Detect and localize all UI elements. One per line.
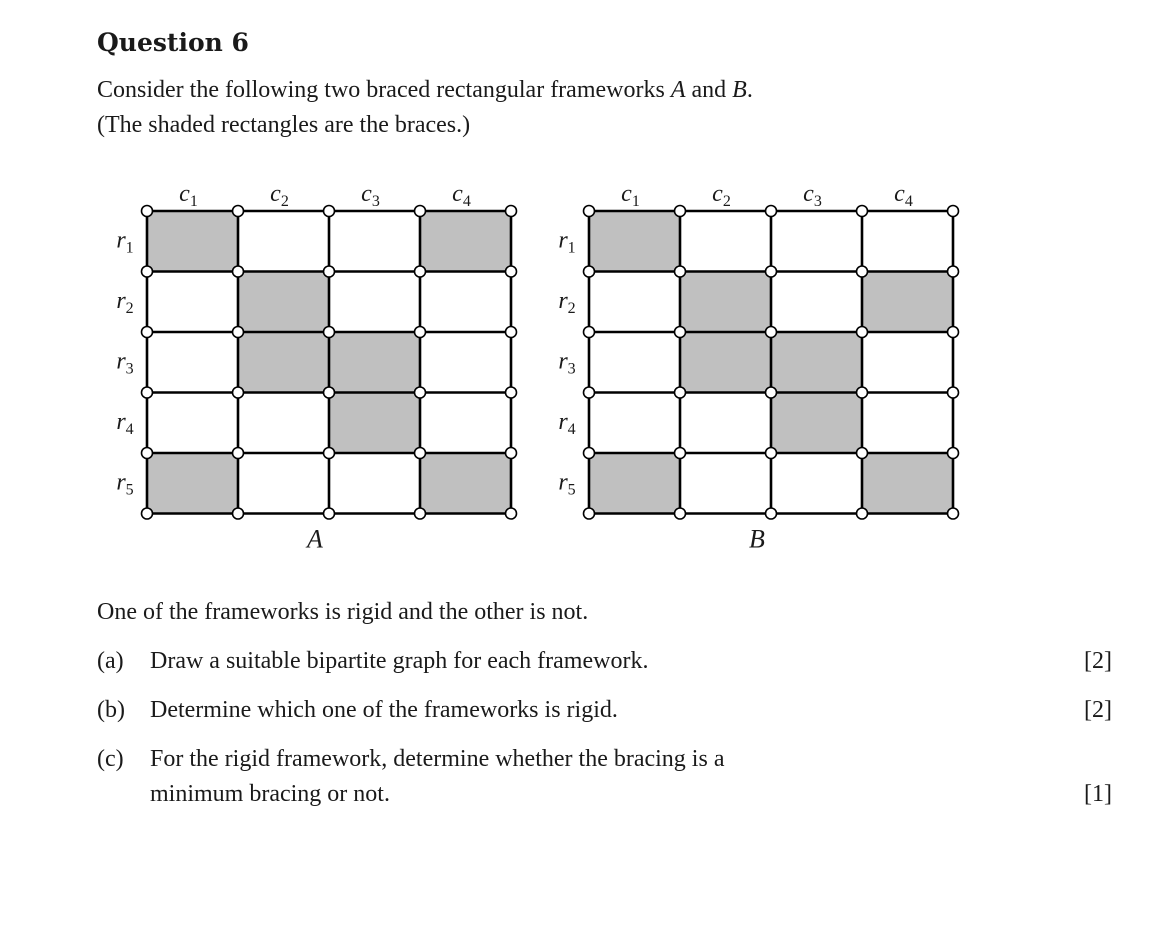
joint-b-3-0 [584,387,595,398]
part-b-marks: [2] [1084,697,1112,723]
part-c-text-line1: For the rigid framework, determine whether the bracing is a [150,746,725,772]
brace-b-r5-c1 [589,453,680,514]
brace-b-r4-c3 [771,393,862,454]
joint-b-1-3 [857,266,868,277]
joint-b-1-4 [948,266,959,277]
framework-label-b-inline: B [732,77,747,103]
joint-a-5-0 [142,508,153,519]
brace-a-r3-c3 [329,332,420,393]
joint-a-1-1 [233,266,244,277]
rigidity-statement: One of the frameworks is rigid and the other is not. [97,599,589,625]
column-label-b-c4: $c_4$ [894,181,913,210]
joint-b-5-1 [675,508,686,519]
joint-a-0-1 [233,206,244,217]
joint-b-3-1 [675,387,686,398]
joint-b-5-0 [584,508,595,519]
intro-text-pre: Consider the following two braced rectangular frameworks [97,77,671,103]
brace-b-r2-c2 [680,272,771,333]
brace-a-r3-c2 [238,332,329,393]
joint-a-5-3 [415,508,426,519]
brace-b-r5-c4 [862,453,953,514]
joint-a-3-4 [506,387,517,398]
joint-a-4-1 [233,448,244,459]
row-label-a-r1: $r_1$ [116,227,134,257]
part-c-marks: [1] [1084,781,1112,807]
intro-text-mid: and [685,77,733,103]
brace-a-r4-c3 [329,393,420,454]
joint-a-0-3 [415,206,426,217]
joint-a-2-1 [233,327,244,338]
joint-b-2-1 [675,327,686,338]
row-label-a-r4: $r_4$ [116,408,134,438]
joint-a-2-3 [415,327,426,338]
joint-a-4-2 [324,448,335,459]
joint-b-5-3 [857,508,868,519]
joint-b-0-3 [857,206,868,217]
joint-b-2-4 [948,327,959,338]
joint-b-0-1 [675,206,686,217]
joint-b-4-0 [584,448,595,459]
joint-b-4-3 [857,448,868,459]
joint-b-4-4 [948,448,959,459]
column-label-a-c4: $c_4$ [452,181,471,210]
joint-b-2-2 [766,327,777,338]
joint-a-0-2 [324,206,335,217]
part-c [97,746,724,773]
intro-line-2: (The shaded rectangles are the braces.) [97,112,471,138]
part-a [97,648,648,675]
joint-a-3-2 [324,387,335,398]
framework-label-b: B [749,524,765,554]
column-label-b-c1: $c_1$ [621,181,640,210]
joint-a-4-3 [415,448,426,459]
joint-a-0-4 [506,206,517,217]
part-a-label: (a) [97,648,124,674]
joint-a-0-0 [142,206,153,217]
row-label-a-r5: $r_5$ [116,469,134,499]
column-label-a-c2: $c_2$ [270,181,289,210]
column-label-a-c1: $c_1$ [179,181,198,210]
brace-a-r1-c4 [420,211,511,272]
joint-a-2-4 [506,327,517,338]
row-label-b-r2: $r_2$ [558,287,576,317]
joint-b-1-1 [675,266,686,277]
joint-a-4-0 [142,448,153,459]
part-c-line2: minimum bracing or not. [150,781,390,807]
joint-b-5-2 [766,508,777,519]
joint-b-0-2 [766,206,777,217]
brace-b-r3-c3 [771,332,862,393]
joint-a-4-4 [506,448,517,459]
row-label-b-r1: $r_1$ [558,227,576,257]
joint-b-1-2 [766,266,777,277]
brace-a-r5-c1 [147,453,238,514]
part-a-marks: [2] [1084,648,1112,674]
joint-a-5-1 [233,508,244,519]
brace-b-r2-c4 [862,272,953,333]
joint-a-1-4 [506,266,517,277]
joint-a-3-0 [142,387,153,398]
part-b-label: (b) [97,697,125,723]
joint-a-1-2 [324,266,335,277]
joint-a-3-1 [233,387,244,398]
joint-b-3-4 [948,387,959,398]
row-label-b-r5: $r_5$ [558,469,576,499]
intro-text-end: . [746,77,753,103]
joint-a-1-3 [415,266,426,277]
brace-b-r1-c1 [589,211,680,272]
joint-b-4-1 [675,448,686,459]
row-label-b-r3: $r_3$ [558,348,576,378]
joint-b-5-4 [948,508,959,519]
joint-b-2-0 [584,327,595,338]
row-label-a-r3: $r_3$ [116,348,134,378]
brace-a-r5-c4 [420,453,511,514]
column-label-b-c2: $c_2$ [712,181,731,210]
column-label-b-c3: $c_3$ [803,181,822,210]
row-label-b-r4: $r_4$ [558,408,576,438]
joint-a-3-3 [415,387,426,398]
row-label-a-r2: $r_2$ [116,287,134,317]
joint-b-3-2 [766,387,777,398]
column-label-a-c3: $c_3$ [361,181,380,210]
joint-b-0-0 [584,206,595,217]
joint-a-2-0 [142,327,153,338]
joint-b-1-0 [584,266,595,277]
joint-a-5-2 [324,508,335,519]
joint-b-2-3 [857,327,868,338]
part-b [97,697,618,724]
joint-a-1-0 [142,266,153,277]
brace-a-r1-c1 [147,211,238,272]
brace-b-r3-c2 [680,332,771,393]
framework-label-a: A [307,524,323,554]
joint-a-5-4 [506,508,517,519]
joint-b-4-2 [766,448,777,459]
part-a-text: Draw a suitable bipartite graph for each framework. [150,648,649,674]
part-c-label: (c) [97,746,124,772]
joint-b-0-4 [948,206,959,217]
joint-a-2-2 [324,327,335,338]
joint-b-3-3 [857,387,868,398]
brace-a-r2-c2 [238,272,329,333]
question-title: Question 6 [97,28,249,57]
framework-label-a-inline: A [670,77,686,103]
part-b-text: Determine which one of the frameworks is rigid. [150,697,618,723]
